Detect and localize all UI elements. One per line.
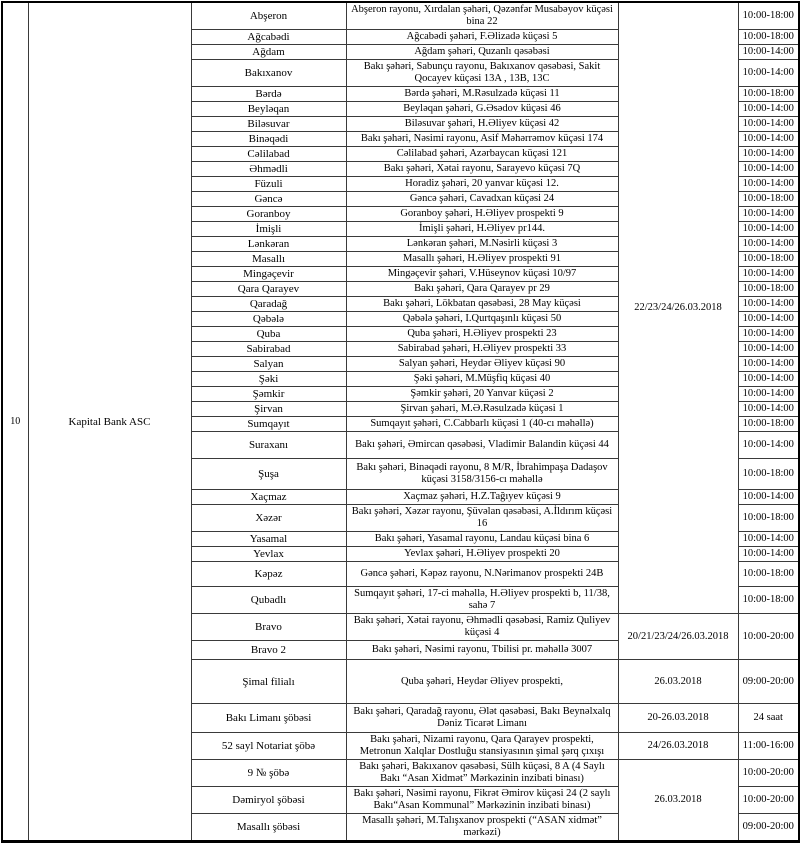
branch-name-cell: 9 № şöbə [191, 760, 346, 787]
branch-name-cell: Əhmədli [191, 162, 346, 177]
hours-cell: 10:00-14:00 [738, 342, 799, 357]
address-cell: Xaçmaz şəhəri, H.Z.Tağıyev küçəsi 9 [346, 490, 618, 505]
branch-name-cell: Abşeron [191, 2, 346, 30]
branch-name-cell: 52 sayl Notariat şöbə [191, 733, 346, 760]
address-cell: Yevlax şəhəri, H.Əliyev prospekti 20 [346, 547, 618, 562]
address-cell: Qəbələ şəhəri, I.Qurtqaşınlı küçəsi 50 [346, 312, 618, 327]
hours-cell: 10:00-18:00 [738, 2, 799, 30]
branch-name-cell: Xəzər [191, 505, 346, 532]
hours-cell: 10:00-18:00 [738, 30, 799, 45]
branch-name-cell: Kəpəz [191, 562, 346, 587]
hours-cell: 10:00-14:00 [738, 45, 799, 60]
address-cell: Şəmkir şəhəri, 20 Yanvar küçəsi 2 [346, 387, 618, 402]
branch-name-cell: Şəmkir [191, 387, 346, 402]
address-cell: Gəncə şəhəri, Cavadxan küçəsi 24 [346, 192, 618, 207]
hours-cell: 10:00-18:00 [738, 252, 799, 267]
branch-name-cell: Gəncə [191, 192, 346, 207]
address-cell: Beyləqan şəhəri, G.Əsədov küçəsi 46 [346, 102, 618, 117]
address-cell: Sumqayıt şəhəri, C.Cabbarlı küçəsi 1 (40-cı məhəllə) [346, 417, 618, 432]
branch-name-cell: Füzuli [191, 177, 346, 192]
hours-cell: 10:00-14:00 [738, 267, 799, 282]
branch-name-cell: Yasamal [191, 532, 346, 547]
branch-name-cell: Sumqayıt [191, 417, 346, 432]
bank-branches-table [1, 1, 800, 843]
table-row [2, 2, 799, 30]
hours-cell: 10:00-14:00 [738, 147, 799, 162]
address-cell: Bakı şəhəri, Xətai rayonu, Əhmədli qəsəbəsi, Ramiz Quliyev küçəsi 4 [346, 614, 618, 641]
branch-name-cell: Cəlilabad [191, 147, 346, 162]
hours-cell: 10:00-18:00 [738, 459, 799, 490]
address-cell: Bakı şəhəri, Binəqədi rayonu, 8 M/R, İbrahimpaşa Dadaşov küçəsi 3158/3156-cı məhəllə [346, 459, 618, 490]
hours-cell: 10:00-14:00 [738, 532, 799, 547]
branch-name-cell: Xaçmaz [191, 490, 346, 505]
address-cell: Bakı şəhəri, Nəsimi rayonu, Fikrət Əmirov küçəsi 24 (2 saylı Bakı“Asan Kommunal” Mərkəzinin inzibati binası) [346, 787, 618, 814]
address-cell: Gəncə şəhəri, Kəpəz rayonu, N.Nərimanov prospekti 24B [346, 562, 618, 587]
address-cell: Bakı şəhəri, Nəsimi rayonu, Asif Məhərrəmov küçəsi 174 [346, 132, 618, 147]
branch-name-cell: Suraxanı [191, 432, 346, 459]
address-cell: Bakı şəhəri, Xətai rayonu, Sarayevo küçəsi 7Q [346, 162, 618, 177]
branch-name-cell: Şimal filialı [191, 660, 346, 704]
branch-name-cell: Bakıxanov [191, 60, 346, 87]
hours-cell: 10:00-18:00 [738, 587, 799, 614]
address-cell: Bakı şəhəri, Nəsimi rayonu, Tbilisi pr. məhəllə 3007 [346, 641, 618, 660]
branch-name-cell: Ağdam [191, 45, 346, 60]
branch-name-cell: Qəbələ [191, 312, 346, 327]
hours-cell: 09:00-20:00 [738, 660, 799, 704]
address-cell: Bakı şəhəri, Əmircan qəsəbəsi, Vladimir Balandin küçəsi 44 [346, 432, 618, 459]
branch-name-cell: Beyləqan [191, 102, 346, 117]
hours-cell: 10:00-18:00 [738, 192, 799, 207]
date-cell: 24/26.03.2018 [618, 733, 738, 760]
address-cell: Biləsuvar şəhəri, H.Əliyev küçəsi 42 [346, 117, 618, 132]
hours-cell: 10:00-14:00 [738, 222, 799, 237]
hours-cell: 10:00-18:00 [738, 282, 799, 297]
address-cell: Sabirabad şəhəri, H.Əliyev prospekti 33 [346, 342, 618, 357]
branch-name-cell: Şirvan [191, 402, 346, 417]
hours-cell: 10:00-18:00 [738, 505, 799, 532]
hours-cell: 10:00-14:00 [738, 297, 799, 312]
hours-cell: 10:00-20:00 [738, 787, 799, 814]
address-cell: Ağcabədi şəhəri, F.Əlizadə küçəsi 5 [346, 30, 618, 45]
branch-name-cell: Mingəçevir [191, 267, 346, 282]
date-cell: 20-26.03.2018 [618, 704, 738, 733]
address-cell: Lənkəran şəhəri, M.Nəsirli küçəsi 3 [346, 237, 618, 252]
hours-cell: 10:00-14:00 [738, 547, 799, 562]
branch-name-cell: Bakı Limanı şöbəsi [191, 704, 346, 733]
hours-cell: 10:00-14:00 [738, 312, 799, 327]
branch-name-cell: Qubadlı [191, 587, 346, 614]
hours-cell: 10:00-14:00 [738, 372, 799, 387]
address-cell: Bakı şəhəri, Bakıxanov qəsəbəsi, Sülh küçəsi, 8 A (4 Saylı Bakı “Asan Xidmət” Mərkəzinin inzibati binası) [346, 760, 618, 787]
branch-name-cell: Goranboy [191, 207, 346, 222]
address-cell: Horadiz şəhəri, 20 yanvar küçəsi 12. [346, 177, 618, 192]
hours-cell: 10:00-18:00 [738, 87, 799, 102]
hours-cell: 10:00-18:00 [738, 562, 799, 587]
address-cell: Mingəçevir şəhəri, V.Hüseynov küçəsi 10/97 [346, 267, 618, 282]
date-cell: 22/23/24/26.03.2018 [618, 2, 738, 614]
hours-cell: 10:00-20:00 [738, 760, 799, 787]
hours-cell: 10:00-14:00 [738, 327, 799, 342]
branch-name-cell: Yevlax [191, 547, 346, 562]
address-cell: Abşeron rayonu, Xırdalan şəhəri, Qəzənfər Musabəyov küçəsi bina 22 [346, 2, 618, 30]
row-number-cell: 10 [2, 2, 28, 842]
branch-name-cell: Masallı [191, 252, 346, 267]
address-cell: Masallı şəhəri, M.Talışxanov prospekti (“ASAN xidmət” mərkəzi) [346, 814, 618, 842]
branch-name-cell: Qaradağ [191, 297, 346, 312]
branch-name-cell: Şəki [191, 372, 346, 387]
branch-name-cell: Bravo 2 [191, 641, 346, 660]
address-cell: Şirvan şəhəri, M.Ə.Rəsulzadə küçəsi 1 [346, 402, 618, 417]
branch-name-cell: Quba [191, 327, 346, 342]
hours-cell: 10:00-20:00 [738, 614, 799, 660]
address-cell: Quba şəhəri, H.Əliyev prospekti 23 [346, 327, 618, 342]
address-cell: Bakı şəhəri, Yasamal rayonu, Landau küçəsi bina 6 [346, 532, 618, 547]
date-cell: 20/21/23/24/26.03.2018 [618, 614, 738, 660]
hours-cell: 10:00-18:00 [738, 417, 799, 432]
address-cell: Ağdam şəhəri, Quzanlı qəsəbəsi [346, 45, 618, 60]
address-cell: Bakı şəhəri, Lökbatan qəsəbəsi, 28 May küçəsi [346, 297, 618, 312]
hours-cell: 10:00-14:00 [738, 177, 799, 192]
branch-name-cell: İmişli [191, 222, 346, 237]
hours-cell: 10:00-14:00 [738, 102, 799, 117]
hours-cell: 24 saat [738, 704, 799, 733]
branch-name-cell: Bərdə [191, 87, 346, 102]
address-cell: Bakı şəhəri, Xəzər rayonu, Şüvəlan qəsəbəsi, A.İldırım küçəsi 16 [346, 505, 618, 532]
address-cell: Salyan şəhəri, Heydər Əliyev küçəsi 90 [346, 357, 618, 372]
address-cell: Bərdə şəhəri, M.Rəsulzadə küçəsi 11 [346, 87, 618, 102]
hours-cell: 10:00-14:00 [738, 162, 799, 177]
address-cell: Sumqayıt şəhəri, 17-ci məhəllə, H.Əliyev prospekti b, 11/38, sahə 7 [346, 587, 618, 614]
hours-cell: 10:00-14:00 [738, 132, 799, 147]
address-cell: Şəki şəhəri, M.Müşfiq küçəsi 40 [346, 372, 618, 387]
address-cell: Bakı şəhəri, Sabunçu rayonu, Bakıxanov qəsəbəsi, Sakit Qocayev küçəsi 13A , 13B, 13C [346, 60, 618, 87]
branch-name-cell: Lənkəran [191, 237, 346, 252]
hours-cell: 10:00-14:00 [738, 117, 799, 132]
address-cell: Bakı şəhəri, Qara Qarayev pr 29 [346, 282, 618, 297]
branch-name-cell: Qara Qarayev [191, 282, 346, 297]
address-cell: Bakı şəhəri, Nizami rayonu, Qara Qarayev prospekti, Metronun Xalqlar Dostluğu stansiyasının şimal şərq çıxışı [346, 733, 618, 760]
hours-cell: 10:00-14:00 [738, 402, 799, 417]
branch-name-cell: Bravo [191, 614, 346, 641]
branch-name-cell: Şuşa [191, 459, 346, 490]
branch-table-body [2, 2, 799, 842]
hours-cell: 10:00-14:00 [738, 237, 799, 252]
address-cell: Masallı şəhəri, H.Əliyev prospekti 91 [346, 252, 618, 267]
branch-name-cell: Salyan [191, 357, 346, 372]
branch-name-cell: Biləsuvar [191, 117, 346, 132]
hours-cell: 10:00-14:00 [738, 357, 799, 372]
branch-name-cell: Sabirabad [191, 342, 346, 357]
date-cell: 26.03.2018 [618, 760, 738, 842]
hours-cell: 10:00-14:00 [738, 60, 799, 87]
address-cell: Goranboy şəhəri, H.Əliyev prospekti 9 [346, 207, 618, 222]
address-cell: Quba şəhəri, Heydər Əliyev prospekti, [346, 660, 618, 704]
address-cell: İmişli şəhəri, H.Əliyev pr144. [346, 222, 618, 237]
hours-cell: 10:00-14:00 [738, 432, 799, 459]
branch-name-cell: Ağcabədi [191, 30, 346, 45]
branch-name-cell: Masallı şöbəsi [191, 814, 346, 842]
hours-cell: 09:00-20:00 [738, 814, 799, 842]
branch-name-cell: Dəmiryol şöbəsi [191, 787, 346, 814]
hours-cell: 11:00-16:00 [738, 733, 799, 760]
address-cell: Cəlilabad şəhəri, Azərbaycan küçəsi 121 [346, 147, 618, 162]
hours-cell: 10:00-14:00 [738, 207, 799, 222]
hours-cell: 10:00-14:00 [738, 490, 799, 505]
address-cell: Bakı şəhəri, Qaradağ rayonu, Ələt qəsəbəsi, Bakı Beynəlxalq Dəniz Ticarət Limanı [346, 704, 618, 733]
date-cell: 26.03.2018 [618, 660, 738, 704]
hours-cell: 10:00-14:00 [738, 387, 799, 402]
bank-name-cell: Kapital Bank ASC [28, 2, 191, 842]
branch-name-cell: Binəqədi [191, 132, 346, 147]
